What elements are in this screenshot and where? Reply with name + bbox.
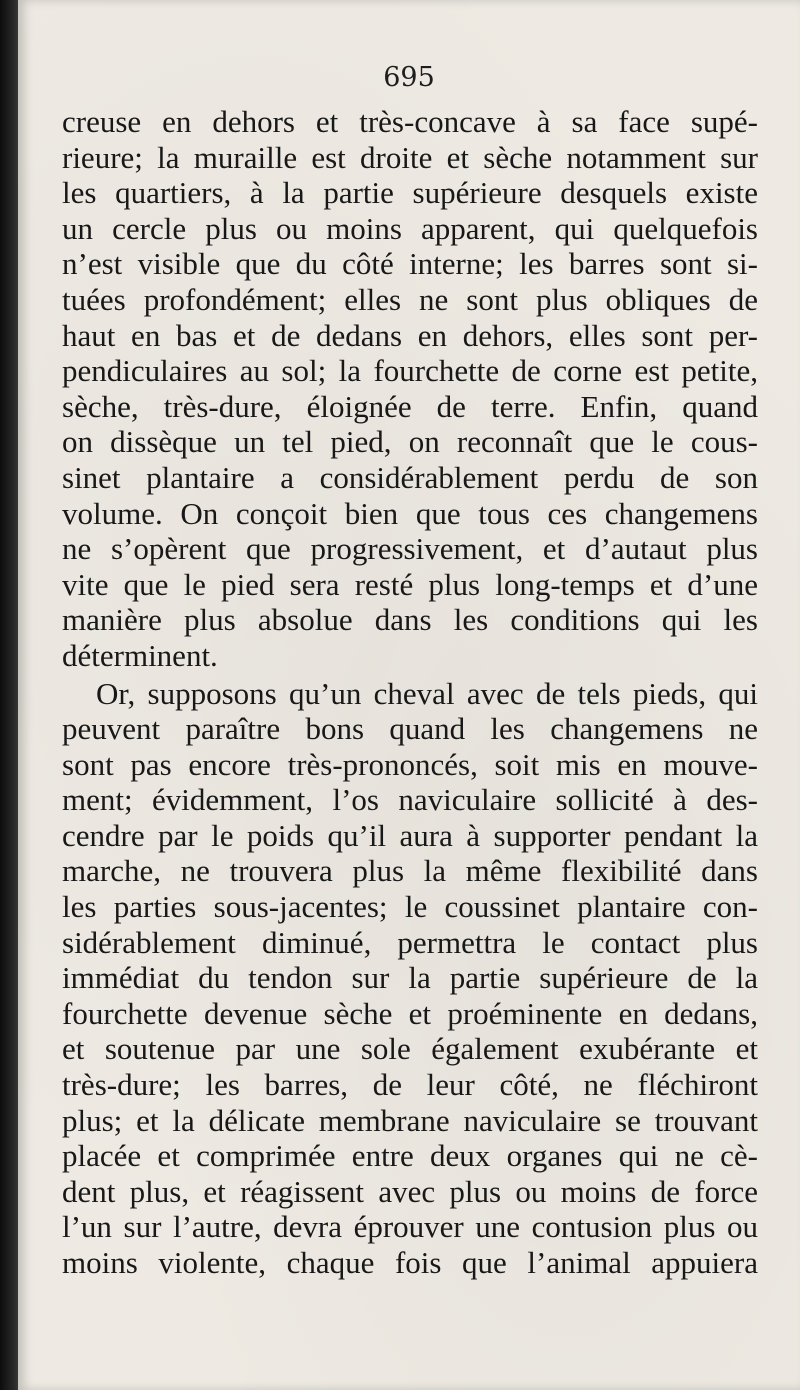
text-line: n’est visible que du côté interne; les barres sont si- [62,246,758,282]
text-line: les parties sous-jacentes; le coussinet plantaire con- [62,889,758,925]
text-line: sinet plantaire a considérablement perdu de son [62,459,758,495]
page-number: 695 [383,62,435,93]
text-line: plus; et la délicate membrane naviculaire se trouvant [62,1102,758,1138]
text-line: cendre par le poids qu’il aura à supporter pendant la [62,817,758,853]
text-line: haut en bas et de dedans en dehors, elles sont per- [62,317,758,353]
text-line: peuvent paraître bons quand les changemens ne [62,711,758,747]
text-line: très-dure; les barres, de leur côté, ne fléchiront [62,1067,758,1103]
text-line: et soutenue par une sole également exubérante et [62,1031,758,1067]
text-line: fourchette devenue sèche et proéminente en dedans, [62,995,758,1031]
text-line: immédiat du tendon sur la partie supérieure de la [62,960,758,996]
text-line: dent plus, et réagissent avec plus ou moins de force [62,1173,758,1209]
text-line: sont pas encore très-prononcés, soit mis en mouve- [62,746,758,782]
text-line: manière plus absolue dans les conditions qui les [62,602,758,638]
text-line: marche, ne trouvera plus la même flexibilité dans [62,853,758,889]
text-line: volume. On conçoit bien que tous ces changemens [62,495,758,531]
text-line: un cercle plus ou moins apparent, qui quelquefois [62,210,758,246]
text-line: les quartiers, à la partie supérieure desquels existe [62,175,758,211]
body-text [62,104,758,1281]
text-line: creuse en dehors et très-concave à sa face supé- [62,104,758,139]
text-line: moins violente, chaque fois que l’animal appuiera [62,1245,758,1280]
text-line: pendiculaires au sol; la fourchette de corne est petite, [62,353,758,389]
text-line: sèche, très-dure, éloignée de terre. Enfin, quand [62,388,758,424]
text-line: ne s’opèrent que progressivement, et d’autaut plus [62,531,758,567]
text-line: tuées profondément; elles ne sont plus obliques de [62,281,758,317]
text-line: placée et comprimée entre deux organes qui ne cè- [62,1138,758,1174]
text-line: l’un sur l’autre, devra éprouver une contusion plus ou [62,1209,758,1245]
text-line: on dissèque un tel pied, on reconnaît que le cous- [62,424,758,460]
text-line: rieure; la muraille est droite et sèche notamment sur [62,139,758,175]
book-page [18,0,800,1390]
text-line: vite que le pied sera resté plus long-temps et d’une [62,566,758,602]
text-line: sidérablement diminué, permettra le contact plus [62,924,758,960]
text-line: Or, supposons qu’un cheval avec de tels pieds, qui [96,675,758,711]
text-line: déterminent. [62,637,218,673]
text-line: ment; évidemment, l’os naviculaire sollicité à des- [62,782,758,818]
